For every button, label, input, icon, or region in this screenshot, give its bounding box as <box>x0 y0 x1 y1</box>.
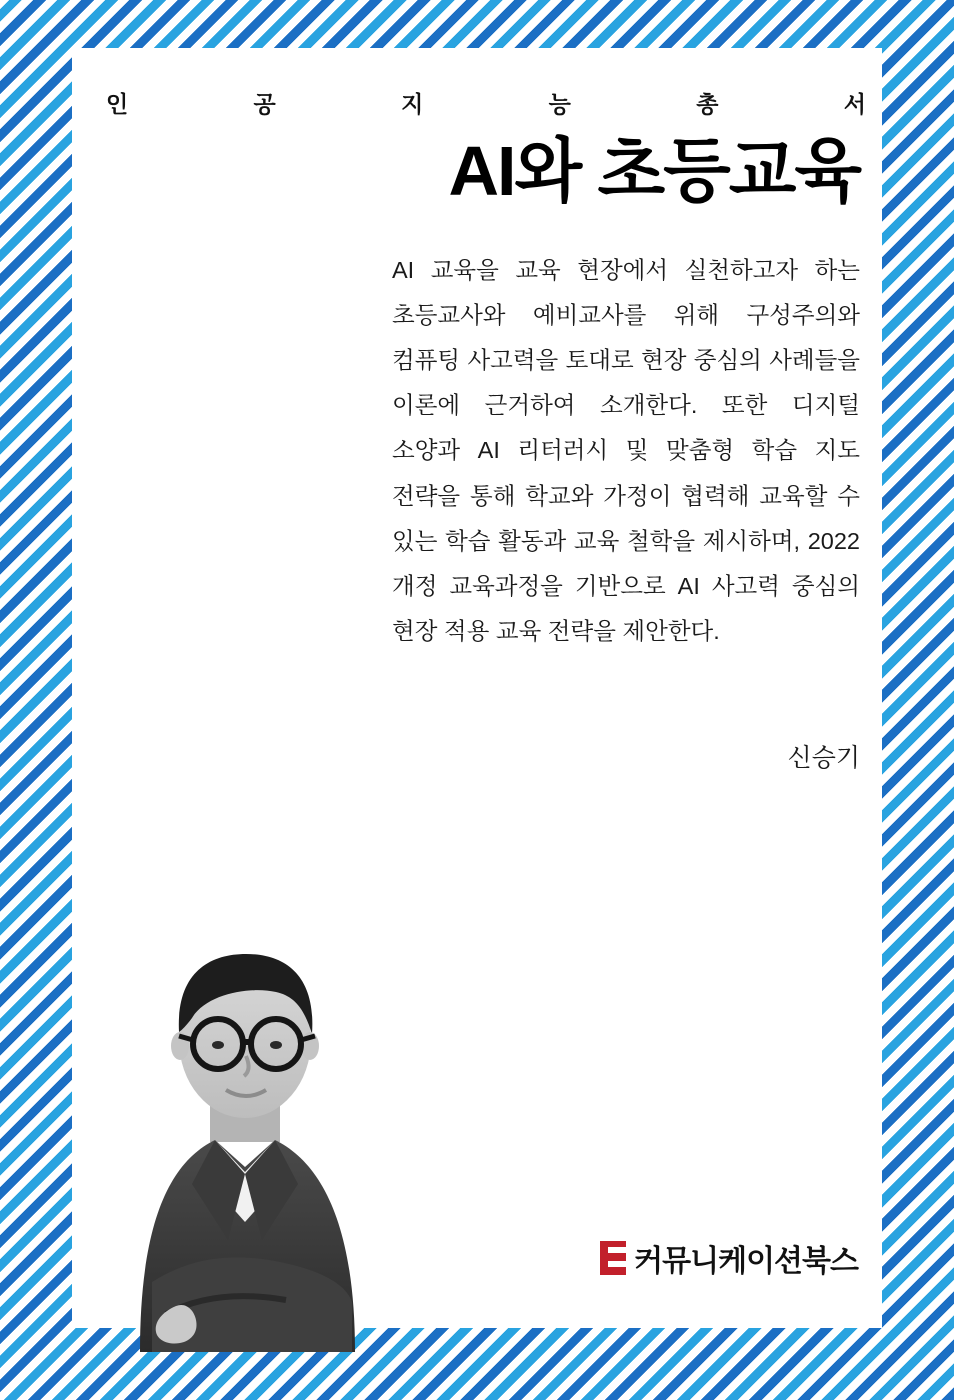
author-portrait-photo <box>80 922 410 1352</box>
series-label <box>106 86 866 119</box>
book-description: AI 교육을 교육 현장에서 실천하고자 하는 초등교사와 예비교사를 위해 구성주의와 컴퓨팅 사고력을 토대로 현장 중심의 사례들을 이론에 근거하여 소개한다. 또한 디지털 소양과 AI 리터러시 및 맞춤형 학습 지도 전략을 통해 학교와 가정이 협력해 교육할 수 있는 학습 활동과 교육 철학을 제시하며, 2022 개정 교육과정을 기반으로 AI 사고력 중심의 현장 적용 교육 전략을 제안한다. <box>392 257 860 644</box>
book-title: AI와 초등교육 <box>448 132 860 210</box>
series-char-4: 능 <box>548 91 571 117</box>
publisher-name: 커뮤니케이션북스 <box>634 1245 858 1278</box>
publisher-mark-icon <box>600 1241 626 1275</box>
series-char-6: 서 <box>843 91 866 117</box>
series-char-3: 지 <box>401 91 424 117</box>
cover-content <box>72 48 882 1328</box>
series-char-1: 인 <box>106 91 129 117</box>
author-name: 신승기 <box>787 744 860 772</box>
publisher-logo <box>600 1236 858 1280</box>
series-char-2: 공 <box>253 91 276 117</box>
series-char-5: 총 <box>696 91 719 117</box>
